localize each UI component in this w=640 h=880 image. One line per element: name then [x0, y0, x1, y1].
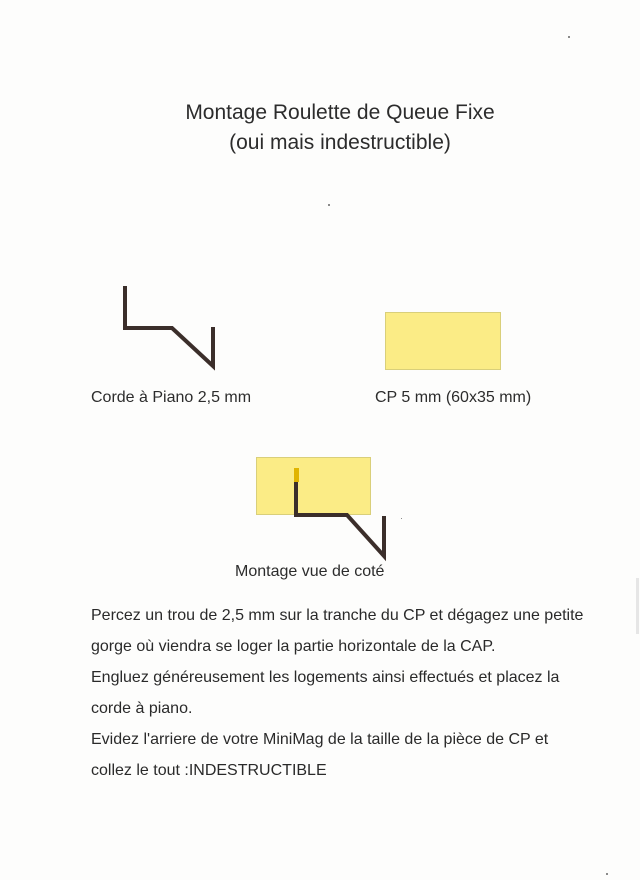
scan-speck	[606, 873, 608, 875]
instruction-paragraph-1: Percez un trou de 2,5 mm sur la tranche du CP et dégagez une petite gorge où viendra se loger la partie horizontale de la CAP.	[91, 607, 584, 655]
document-title	[0, 98, 640, 158]
assembly-caption: Montage vue de coté	[235, 563, 385, 580]
instruction-paragraph-2: Engluez généreusement les logements ainsi effectués et placez la corde à piano.	[91, 669, 560, 717]
scan-speck	[568, 36, 570, 38]
title-line-1: Montage Roulette de Queue Fixe	[185, 101, 495, 124]
piano-wire-shape	[125, 286, 213, 366]
assembly-wire-shape	[296, 482, 384, 556]
plywood-caption: CP 5 mm (60x35 mm)	[375, 389, 532, 406]
drill-hole-mark	[294, 468, 299, 482]
instruction-paragraph-3: Evidez l'arriere de votre MiniMag de la taille de la pièce de CP et collez le tout :INDESTRUCTIBLE	[91, 731, 549, 779]
title-line-2: (oui mais indestructible)	[229, 131, 451, 154]
piano-wire-figure	[118, 282, 222, 372]
scan-speck	[401, 518, 402, 519]
assembly-wire-figure	[288, 466, 392, 562]
scan-speck	[328, 204, 330, 206]
plywood-piece-figure	[385, 312, 501, 370]
piano-wire-caption: Corde à Piano 2,5 mm	[91, 389, 252, 406]
instructions-text	[91, 600, 591, 786]
scan-edge-mark	[636, 578, 639, 634]
